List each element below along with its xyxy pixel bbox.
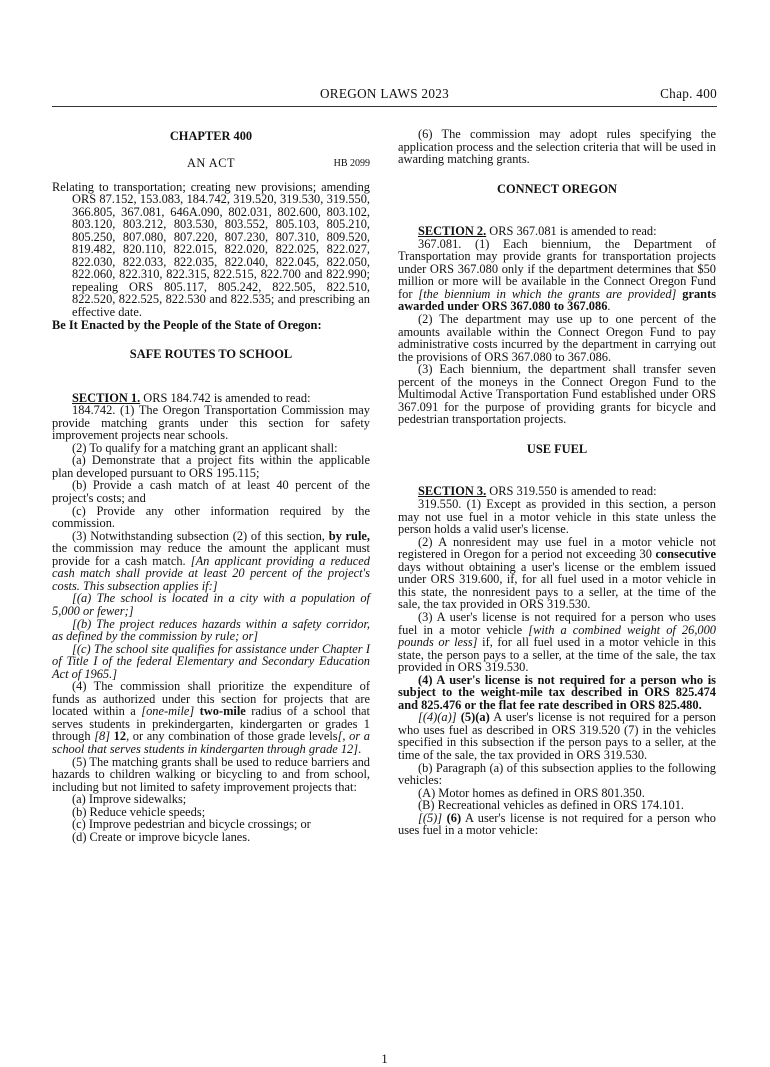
paragraph: 184.742. (1) The Oregon Transportation Commission may provide matching grants under this section for safety improvement projects near schools. (52, 403, 370, 443)
left-column (52, 128, 370, 843)
text-run: . (358, 741, 362, 756)
section-2-intro-text: ORS 367.081 is amended to read: (486, 224, 657, 239)
text-run: 367.081. (1) Each biennium, the Department of Transportation may provide grants for transportation projects under ORS 367.080 only if the department determines that $50 million or more will be available in the Connect Oregon Fund for (398, 236, 716, 301)
section-heading: SAFE ROUTES TO SCHOOL (129, 347, 293, 362)
paragraph (398, 812, 716, 837)
header-chapter: Chap. 400 (660, 86, 717, 101)
enacting-clause: Be It Enacted by the People of the State of Oregon: (52, 317, 322, 332)
deleted-text: [, or a school that serves students in kindergarten through grade 12] (52, 729, 370, 756)
section-heading: CONNECT OREGON (497, 181, 617, 196)
paragraph: (c) Provide any other information required by the commission. (52, 503, 370, 531)
text-run: the commission may reduce the amount the applicant must provide for a cash match. (52, 541, 370, 568)
inserted-text: 12 (110, 729, 127, 744)
deleted-text: [(4)(a)] (418, 710, 457, 725)
inserted-text: (6) (442, 810, 462, 825)
section-1-label: SECTION 1. (72, 390, 141, 405)
text-run: , or any combination of those grade levels (126, 729, 338, 744)
deleted-paragraph: [(c) The school site qualifies for assistance under Chapter I of Title I of the federal Elementary and Secondary Education Act of 1965.] (52, 641, 370, 681)
section-3-intro-text: ORS 319.550 is amended to read: (486, 484, 657, 499)
deleted-text: [An applicant providing a reduced cash match shall provide at least 20 percent of the project's costs. This subsection applies if:] (52, 553, 370, 593)
inserted-text: grants awarded under ORS 367.080 to 367.086 (398, 286, 717, 314)
deleted-text: [one-mile] (141, 704, 195, 719)
paragraph: 319.550. (1) Except as provided in this section, a person may not use fuel in a motor vehicle in this state unless the person holds a valid user's license. (398, 497, 716, 537)
paragraph (398, 611, 716, 674)
document-page (52, 84, 717, 1066)
text-run: days without obtaining a user's license or the emblem issued under ORS 319.600, if, for all fuel used in a motor vehicle in this state, the nonresident pays to a seller, at the time of the sale, the tax provided in ORS 319.530. (398, 559, 716, 612)
text-run: if, for all fuel used in a motor vehicle in this state, the person pays to a seller, at the time of the sale, the tax provided in ORS 319.530. (398, 635, 716, 675)
paragraph (398, 238, 716, 313)
text-run: A user's license is not required for a person who uses fuel in a motor vehicle: (398, 810, 716, 838)
inserted-text: two-mile (194, 704, 246, 719)
section-2-label: SECTION 2. (418, 224, 487, 239)
paragraph (398, 711, 716, 761)
list-item: (a) Improve sidewalks; (72, 792, 187, 807)
paragraph (398, 536, 716, 611)
text-run: (2) A nonresident may use fuel in a motor vehicle not registered in Oregon for a period not exceeding 30 (398, 534, 716, 562)
act-line (52, 157, 370, 171)
relating-clause: Relating to transportation; creating new provisions; amending ORS 87.152, 153.083, 184.742, 319.520, 319.530, 319.550, 366.805, 367.081, 646A.090, 802.031, 802.600, 803.102, 803.120, 803.212, 803.530, 803.552, 805.103, 805.210, 805.250, 807.080, 807.220, 807.230, 807.310, 809.520, 819.482, 820.110, 822.015, 822.020, 822.025, 822.027, 822.030, 822.033, 822.035, 822.040, 822.045, 822.050, 822.060, 822.310, 822.315, 822.515, 822.700 and 822.990; repealing ORS 805.117, 805.242, 822.505, 822.510, 822.520, 822.525, 822.530 and 822.535; and prescribing an effective date. (52, 179, 370, 320)
paragraph: (6) The commission may adopt rules specifying the application process and the selection criteria that will be used in awarding matching grants. (398, 127, 716, 167)
list-item: (b) Reduce vehicle speeds; (72, 804, 206, 819)
deleted-text: [(5)] (418, 810, 443, 825)
running-header (52, 84, 717, 107)
section-3-label: SECTION 3. (418, 484, 487, 499)
text-run: (3) A user's license is not required for a person who uses fuel in a motor vehicle (398, 609, 716, 637)
text-run: . (607, 299, 611, 314)
text-run: (3) Notwithstanding subsection (2) of this section, (72, 528, 329, 543)
deleted-text: [8] (94, 729, 111, 744)
text-run: radius of a school that serves students in prekindergarten, kindergarten or grades 1 through (52, 704, 371, 744)
list-item: (d) Create or improve bicycle lanes. (72, 829, 251, 844)
inserted-text: (5)(a) (456, 710, 490, 725)
paragraph: (5) The matching grants shall be used to reduce barriers and hazards to children walking or bicycling to and from school, including but not limited to safety improvement projects that: (52, 754, 370, 794)
right-column (398, 128, 716, 837)
page-number: 1 (381, 1051, 388, 1066)
list-item: (A) Motor homes as defined in ORS 801.350. (418, 785, 645, 800)
deleted-paragraph: [(a) The school is located in a city with a population of 5,000 or fewer;] (52, 591, 370, 618)
deleted-paragraph: [(b) The project reduces hazards within a safety corridor, as defined by the commission by rule; or] (52, 616, 370, 644)
paragraph (52, 680, 370, 755)
list-item: (c) Improve pedestrian and bicycle crossings; or (72, 817, 311, 832)
paragraph: (2) To qualify for a matching grant an applicant shall: (72, 440, 338, 455)
deleted-text: [with a combined weight of 26,000 pounds or less] (398, 622, 716, 650)
list-item: (B) Recreational vehicles as defined in ORS 174.101. (418, 798, 684, 813)
paragraph (52, 530, 370, 593)
section-heading: USE FUEL (526, 441, 588, 456)
paragraph: (b) Provide a cash match of at least 40 percent of the project's costs; and (52, 478, 370, 506)
chapter-title: CHAPTER 400 (169, 129, 253, 143)
act-label: AN ACT (186, 155, 236, 170)
deleted-text: [the biennium in which the grants are provided] (418, 286, 677, 301)
text-run: A user's license is not required for a person who uses fuel as described in ORS 319.520 (7) in the vehicles specified in this subsection if the person pays to a seller, at the time of the sale, the tax provided in ORS 319.530. (398, 710, 716, 762)
paragraph: (a) Demonstrate that a project fits within the applicable plan developed pursuant to ORS 195.115; (52, 453, 370, 480)
section-1-intro-text: ORS 184.742 is amended to read: (140, 390, 311, 405)
inserted-paragraph: (4) A user's license is not required for a person who is subject to the weight-mile tax described in ORS 825.474 and 825.476 or the flat fee rate described in ORS 825.480. (398, 672, 716, 712)
inserted-text: by rule, (328, 528, 370, 543)
header-title: OREGON LAWS 2023 (319, 86, 450, 101)
bill-number: HB 2099 (333, 157, 370, 169)
text-run: (4) The commission shall prioritize the expenditure of funds as authorized under this section for projects that are located within a (52, 679, 370, 719)
inserted-text: consecutive (655, 547, 716, 562)
paragraph: (2) The department may use up to one percent of the amounts available within the Connect Oregon Fund to pay administrative costs incurred by the department in carrying out the provisions of ORS 367.080 to 367.086. (398, 312, 716, 364)
paragraph: (3) Each biennium, the department shall transfer seven percent of the moneys in the Connect Oregon Fund to the Multimodal Active Transportation Fund established under ORS 367.091 for the purpose of providing grants for bicycle and pedestrian transportation projects. (398, 362, 716, 427)
paragraph: (b) Paragraph (a) of this subsection applies to the following vehicles: (398, 760, 716, 788)
